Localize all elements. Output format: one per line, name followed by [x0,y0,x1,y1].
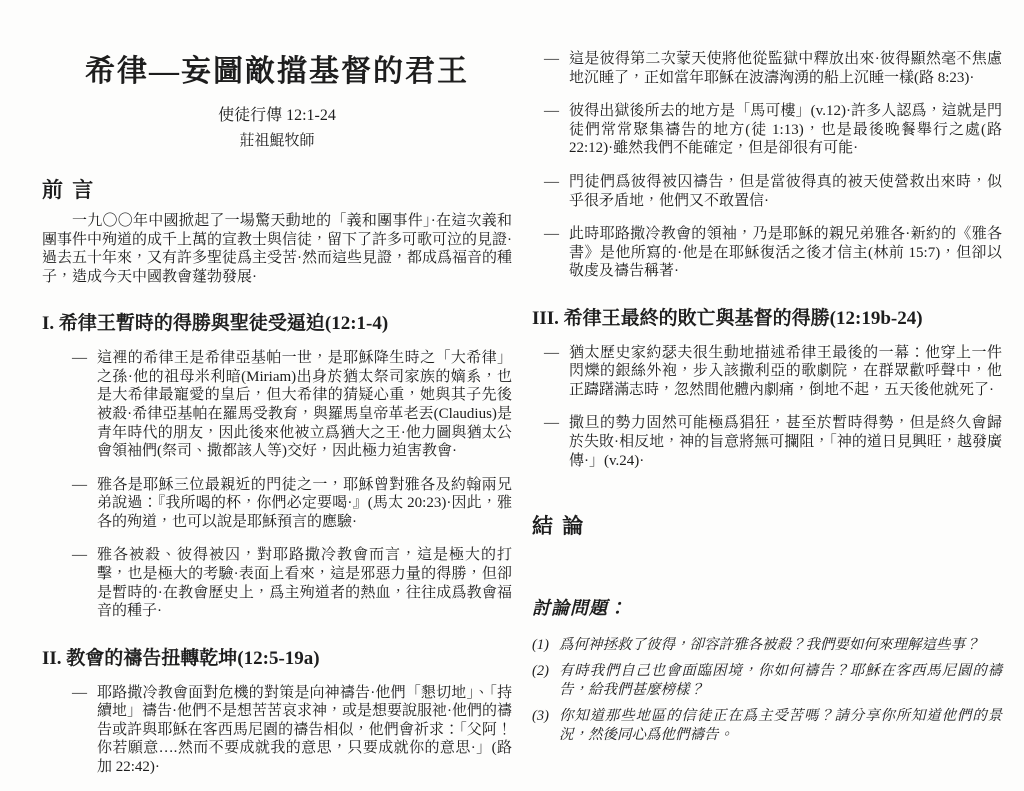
bullet-dash: — [72,547,87,564]
bullet-text: 雅各是耶穌三位最親近的門徒之一，耶穌曾對雅各及約翰兩兄弟說過：『我所喝的杯，你們必定要喝·』(馬太 20:23)·因此，雅各的殉道，也可以說是耶穌預言的應驗· [97,476,512,530]
section-2-bullet [72,684,512,777]
section-1-heading: I. 希律王暫時的得勝與聖徒受逼迫(12:1-4) [42,313,389,335]
bullet-dash: — [544,344,559,361]
bullet-text: 此時耶路撒冷教會的領袖，乃是耶穌的親兄弟雅各·新約的《雅各書》是他所寫的·他是在耶穌復活之後才信主(林前 15:7)，但卻以敬虔及禱告稱著· [569,226,1002,280]
left-column [42,46,512,777]
section-2-bullet [544,50,1002,87]
discussion-question [532,707,1002,745]
intro-heading: 前 言 [42,178,96,202]
question-number: (3) [532,707,549,724]
scripture-reference: 使徒行傳 12:1-24 [218,107,336,124]
bullet-dash: — [544,51,559,67]
bullet-dash: — [72,350,87,367]
bullet-text: 門徒們爲彼得被囚禱告，但是當彼得真的被天使營救出來時，似乎很矛盾地，他們又不敢置信· [569,173,1002,209]
question-text: 爲何神拯救了彼得，卻容許雅各被殺？我們要如何來理解這些事？ [559,637,980,654]
intro-paragraph: 一九〇〇年中國掀起了一場驚天動地的「義和團事件」·在這次義和團事件中殉道的成千上萬的宣教士與信徒，留下了許多可歌可泣的見證·過去五十年來，又有許多聖徒爲主受苦·然而這些見證，都成爲福音的種子，造成今天中國教會蓬勃發展· [42,213,512,285]
bullet-dash: — [72,684,87,701]
discussion-heading: 討論問題： [532,598,627,619]
bullet-text: 猶太歷史家約瑟夫很生動地描述希律王最後的一幕：他穿上一件閃爍的銀絲外袍，步入該撒利亞的歌劇院，在群眾歡呼聲中，他正躊躇滿志時，忽然間他體內劇痛，倒地不起，五天後他就死了· [569,344,1002,398]
section-3-bullet [544,344,1002,400]
bullet-text: 這是彼得第二次蒙天使將他從監獄中釋放出來·彼得顯然毫不焦慮地沉睡了，正如當年耶穌在波濤洶湧的船上沉睡一樣(路 8:23)· [569,51,1002,86]
discussion-question [532,662,1002,700]
bullet-text: 撒旦的勢力固然可能極爲猖狂，甚至於暫時得勢，但是終久會歸於失敗·相反地，神的旨意將無可攔阻，「神的道日見興旺，越發廣傳·」(v.24)· [569,415,1002,469]
section-3-heading: III. 希律王最終的敗亡與基督的得勝(12:19b-24) [532,307,923,329]
author-name: 莊祖鯤牧師 [239,133,315,149]
question-text: 你知道那些地區的信徒正在爲主受苦嗎？請分享你所知道他們的景況，然後同心爲他們禱告。 [559,707,1002,743]
discussion-question [532,636,1002,655]
section-2-bullet [544,225,1002,281]
question-number: (1) [532,637,549,654]
section-1-bullet [72,546,512,620]
bullet-dash: — [544,103,559,120]
section-2-bullet [544,102,1002,158]
section-3-bullet [544,414,1002,470]
question-text: 有時我們自己也會面臨困境，你如何禱告？耶穌在客西馬尼園的禱告，給我們甚麼榜樣？ [559,663,1002,698]
conclusion-heading: 結 論 [532,514,586,539]
bullet-dash: — [544,226,559,243]
bullet-dash: — [544,173,559,190]
section-2-bullet [544,173,1002,210]
bullet-dash: — [72,476,87,493]
bullet-text: 這裡的希律王是希律亞基帕一世，是耶穌降生時之「大希律」之孫·他的祖母米利暗(Miriam)出身於猶太祭司家族的嫡系，也是大希律最寵愛的皇后，但大希律的猜疑心重，她與其子先後被殺·希律亞基帕在羅馬受教育，與羅馬皇帝革老丟(Claudius)是青年時代的朋友，因此後來他被立爲猶大之王·他力圖與猶太公會領袖們(祭司、撒都該人等)交好，因此極力迫害教會· [97,350,512,460]
bullet-dash: — [544,415,559,432]
section-2-heading: II. 教會的禱告扭轉乾坤(12:5-19a) [42,647,320,669]
right-column [532,50,1002,744]
bullet-text: 耶路撒冷教會面對危機的對策是向神禱告·他們「懇切地」、「持續地」禱告·他們不是想苦苦哀求神，或是想要說服祂·他們的禱告或許與耶穌在客西馬尼園的禱告相似，他們會祈求：「父阿！你若願意….然而不要成就我的意思，只要成就你的意思·」(路加 22:42)· [97,684,512,775]
section-1-bullet [72,476,512,532]
bullet-text: 雅各被殺、彼得被囚，對耶路撒冷教會而言，這是極大的打擊，也是極大的考驗·表面上看來，這是邪惡力量的得勝，但卻是暫時的·在教會歷史上，爲主殉道者的熱血，往往成爲教會福音的種子· [97,547,512,620]
bullet-text: 彼得出獄後所去的地方是「馬可樓」(v.12)·許多人認爲，這就是門徒們常常聚集禱告的地方(徒 1:13)，也是最後晚餐舉行之處(路 22:12)·雖然我們不能確定，但是卻很有可能· [569,103,1002,157]
page-title: 希律—妄圖敵擋基督的君王 [85,55,469,88]
question-number: (2) [532,663,549,680]
section-1-bullet [72,349,512,461]
